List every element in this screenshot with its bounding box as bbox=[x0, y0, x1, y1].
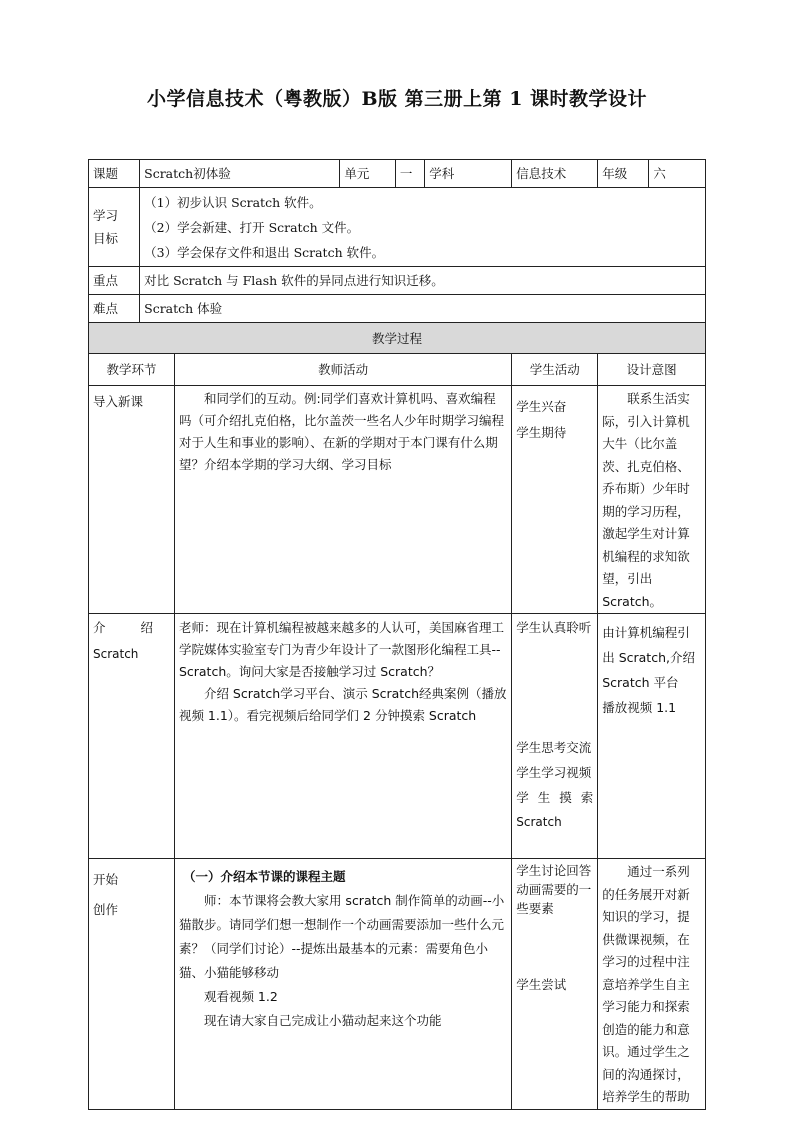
subject-label: 学科 bbox=[425, 160, 512, 188]
document-title: 小学信息技术（粤教版）B版 第三册上第 1 课时教学设计 bbox=[146, 88, 648, 110]
focus-value: 对比 Scratch 与 Flash 软件的异同点进行知识迁移。 bbox=[140, 267, 706, 295]
focus-label: 重点 bbox=[89, 267, 140, 295]
column-header-teacher: 教师活动 bbox=[174, 354, 511, 386]
focus-row bbox=[89, 267, 706, 295]
goals-label: 学习 目标 bbox=[89, 188, 140, 267]
student-activity-cell: 学生认真聆听 学生思考交流 学生学习视频 学生摸索 Scratch bbox=[512, 614, 598, 859]
info-row bbox=[89, 160, 706, 188]
design-intent-cell: 由计算机编程引 出 Scratch,介绍 Scratch 平台 播放视频 1.1 bbox=[598, 614, 706, 859]
lesson-plan-table bbox=[88, 159, 706, 1110]
subject-value: 信息技术 bbox=[512, 160, 598, 188]
table-row bbox=[89, 859, 706, 1110]
table-row bbox=[89, 386, 706, 614]
goal-item: （2）学会新建、打开 Scratch 文件。 bbox=[144, 219, 360, 235]
stage-cell: 开始 创作 bbox=[89, 859, 175, 1110]
grade-value: 六 bbox=[649, 160, 706, 188]
teacher-heading: （一）介绍本节课的课程主题 bbox=[182, 869, 346, 884]
table-row bbox=[89, 614, 706, 859]
topic-label: 课题 bbox=[89, 160, 140, 188]
design-intent-cell: 通过一系列的任务展开对新知识的学习，提供微课视频，在学习的过程中注意培养学生自主学习能力和探索创造的能力和意识。通过学生之间的沟通探讨，培养学生的帮助 bbox=[598, 859, 706, 1110]
column-header-row bbox=[89, 354, 706, 386]
difficulty-row bbox=[89, 295, 706, 323]
column-header-student: 学生活动 bbox=[512, 354, 598, 386]
process-header-row bbox=[89, 323, 706, 354]
goals-list bbox=[140, 188, 706, 267]
student-activity-cell: 学生兴奋 学生期待 bbox=[512, 386, 598, 614]
difficulty-value: Scratch 体验 bbox=[140, 295, 706, 323]
unit-label: 单元 bbox=[340, 160, 395, 188]
column-header-intent: 设计意图 bbox=[598, 354, 706, 386]
teacher-activity-cell: 和同学们的互动。例:同学们喜欢计算机吗、喜欢编程吗（可介绍扎克伯格，比尔盖茨一些名人少年时期学习编程对于人生和事业的影响）、在新的学期对于本门课有什么期望？介绍本学期的学习大纲、学习目标 bbox=[174, 386, 511, 614]
student-activity-cell: 学生讨论回答动画需要的一些要素 学生尝试 bbox=[512, 859, 598, 1110]
unit-value: 一 bbox=[395, 160, 424, 188]
stage-cell: 介 绍 Scratch bbox=[89, 614, 175, 859]
goals-row bbox=[89, 188, 706, 267]
goal-item: （3）学会保存文件和退出 Scratch 软件。 bbox=[144, 244, 385, 260]
design-intent-cell: 联系生活实际，引入计算机大牛（比尔盖茨、扎克伯格、乔布斯）少年时期的学习历程，激起学生对计算机编程的求知欲望，引出 Scratch。 bbox=[598, 386, 706, 614]
goal-item: （1）初步认识 Scratch 软件。 bbox=[144, 194, 322, 210]
difficulty-label: 难点 bbox=[89, 295, 140, 323]
stage-cell: 导入新课 bbox=[89, 386, 175, 614]
process-header: 教学过程 bbox=[89, 323, 706, 354]
column-header-stage: 教学环节 bbox=[89, 354, 175, 386]
grade-label: 年级 bbox=[598, 160, 649, 188]
topic-value: Scratch初体验 bbox=[140, 160, 340, 188]
teacher-activity-cell: 老师：现在计算机编程被越来越多的人认可，美国麻省理工学院媒体实验室专门为青少年设计了一款图形化编程工具--Scratch。询问大家是否接触学习过 Scratch？ 介绍 Scratch学习平台、演示 Scratch经典案例（播放视频 1.1）。看完视频后给同学们 2 分钟摸索 Scratch bbox=[174, 614, 511, 859]
teacher-activity-cell: （一）介绍本节课的课程主题 师：本节课将会教大家用 scratch 制作简单的动画--小猫散步。请同学们想一想制作一个动画需要添加一些什么元素？（同学们讨论）--提炼出最基本的元素：需要角色小猫、小猫能够移动 观看视频 1.2 现在请大家自己完成让小猫动起来这个功能 bbox=[174, 859, 511, 1110]
